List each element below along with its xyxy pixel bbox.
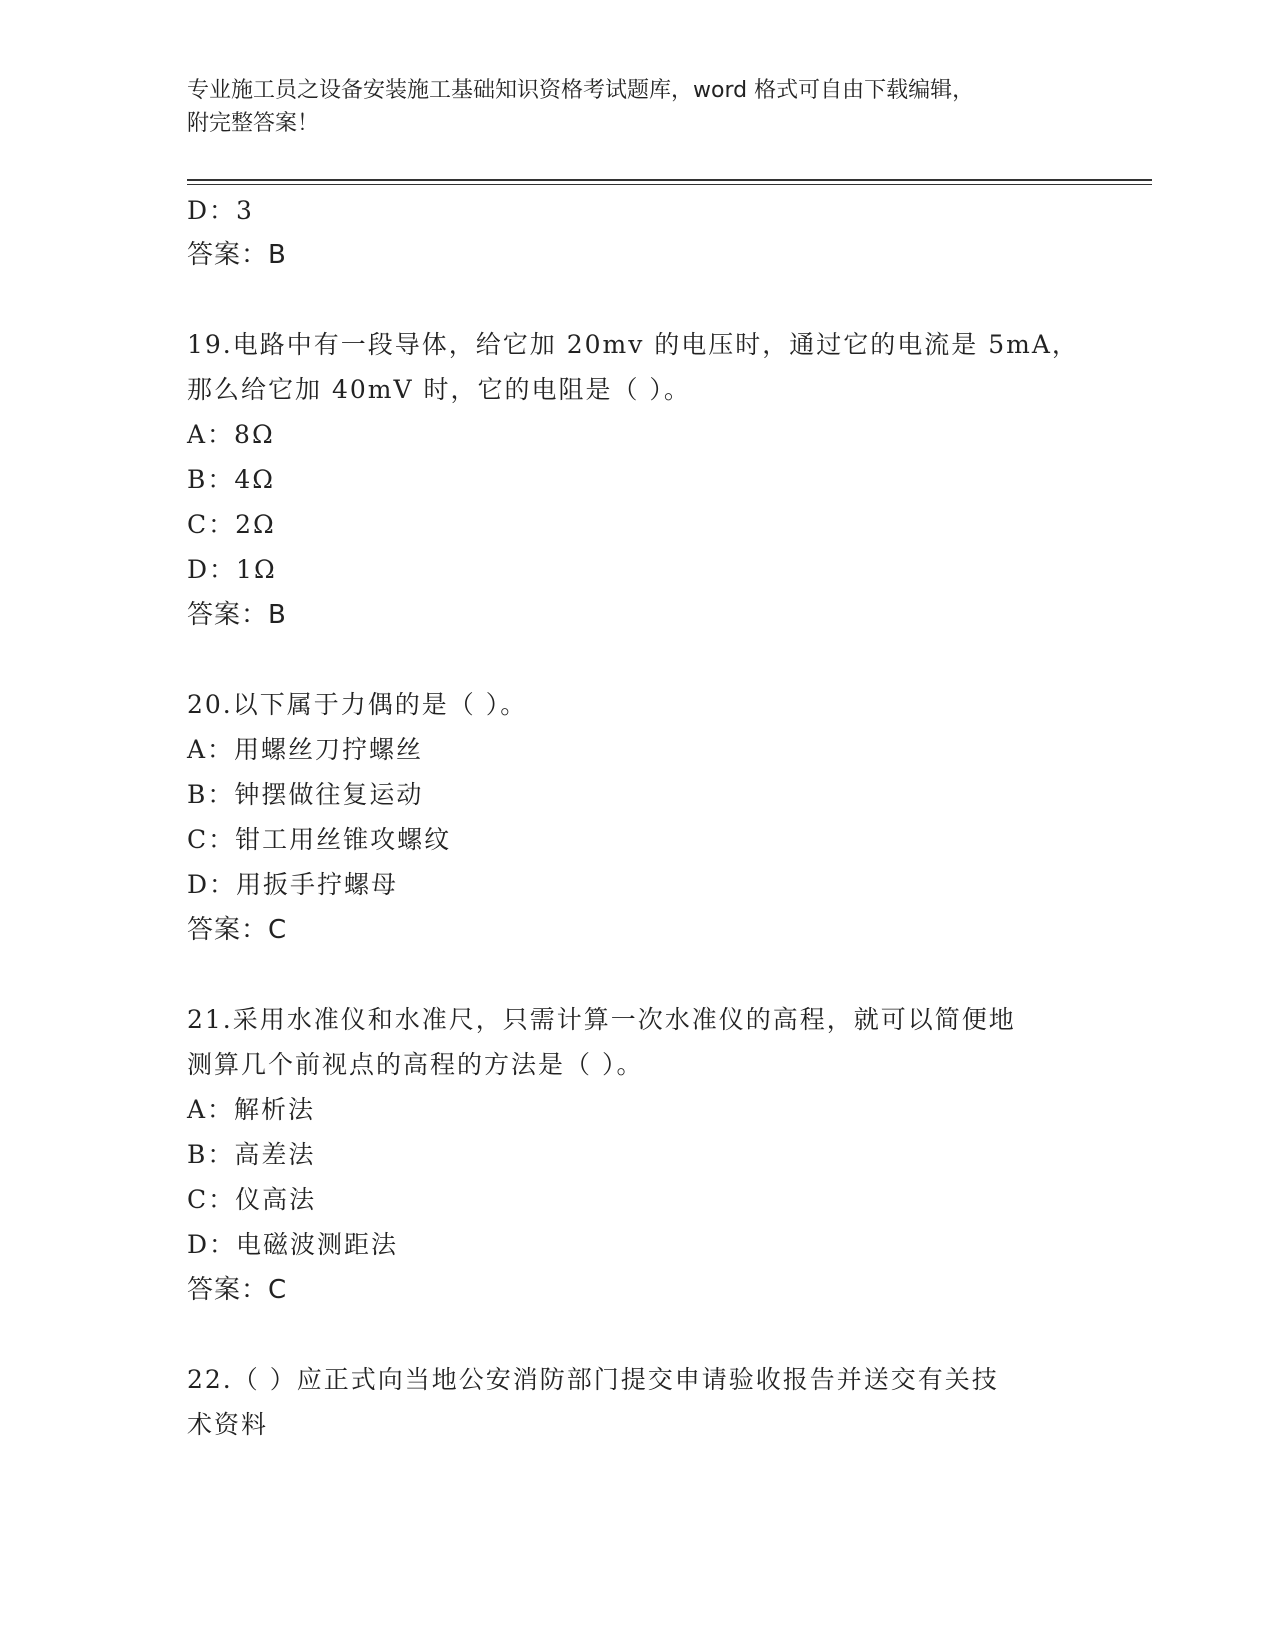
- header-divider: [187, 179, 1152, 181]
- option-a: A：解析法: [187, 1095, 316, 1124]
- option-d: D：用扳手拧螺母: [187, 870, 399, 899]
- answer: 答案：C: [187, 1275, 288, 1305]
- header-title-line-2: 附完整答案！: [187, 111, 320, 136]
- question-stem-line-2: 术资料: [187, 1410, 269, 1439]
- prev-answer: 答案：B: [187, 240, 287, 270]
- option-c: C：2Ω: [187, 510, 276, 539]
- question-stem-line-2: 测算几个前视点的高程的方法是（ ）。: [187, 1050, 644, 1079]
- question-stem-line-1: 21.采用水准仪和水准尺，只需计算一次水准仪的高程，就可以简便地: [187, 1005, 1016, 1034]
- header-title-line-1: 专业施工员之设备安装施工基础知识资格考试题库，word 格式可自由下载编辑，: [187, 78, 975, 103]
- header-divider-thin: [187, 184, 1152, 185]
- question-stem-line-1: 19.电路中有一段导体，给它加 20mv 的电压时，通过它的电流是 5mA，: [187, 330, 1079, 359]
- option-b: B：钟摆做往复运动: [187, 780, 424, 809]
- option-a: A：8Ω: [187, 420, 275, 449]
- answer: 答案：C: [187, 915, 288, 945]
- option-a: A：用螺丝刀拧螺丝: [187, 735, 424, 764]
- option-d: D：1Ω: [187, 555, 277, 584]
- option-c: C：仪高法: [187, 1185, 317, 1214]
- option-b: B：高差法: [187, 1140, 316, 1169]
- answer: 答案：B: [187, 600, 287, 630]
- option-c: C：钳工用丝锥攻螺纹: [187, 825, 452, 854]
- question-stem-line-1: 20.以下属于力偶的是（ ）。: [187, 690, 528, 719]
- prev-option-d: D：3: [187, 196, 254, 225]
- option-b: B：4Ω: [187, 465, 276, 494]
- option-d: D：电磁波测距法: [187, 1230, 399, 1259]
- page-header: [187, 74, 1087, 140]
- question-stem-line-2: 那么给它加 40mV 时，它的电阻是（ ）。: [187, 375, 691, 404]
- question-stem-line-1: 22.（ ）应正式向当地公安消防部门提交申请验收报告并送交有关技: [187, 1365, 999, 1394]
